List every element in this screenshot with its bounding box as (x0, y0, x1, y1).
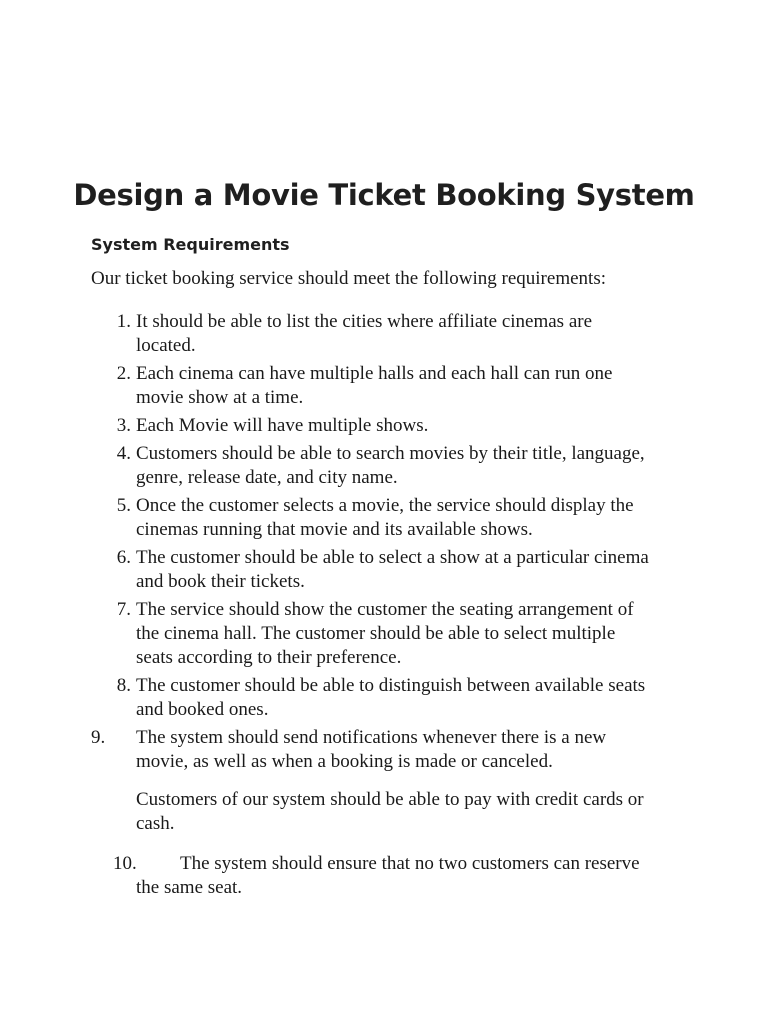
list-text-line: Each cinema can have multiple halls and each hall can run one (136, 363, 613, 384)
list-item-10 (113, 852, 693, 900)
list-item (91, 362, 691, 410)
document-title: Design a Movie Ticket Booking System (73, 178, 695, 212)
list-text-line: Each Movie will have multiple shows. (136, 415, 429, 436)
list-item (91, 726, 691, 774)
list-item (91, 414, 691, 438)
list-text-line: and booked ones. (136, 699, 269, 720)
list-number: 7. (116, 599, 131, 620)
list-text-line: cinemas running that movie and its available shows. (136, 519, 533, 540)
list-number: 9. (91, 727, 106, 748)
list-text-line: movie show at a time. (136, 387, 304, 408)
list-text-line: seats according to their preference. (136, 647, 402, 668)
intro-text: Our ticket booking service should meet the following requirements: (91, 268, 606, 289)
list-text-line: and book their tickets. (136, 571, 305, 592)
section-heading: System Requirements (91, 235, 290, 254)
list-item (91, 598, 691, 670)
list-item (91, 442, 691, 490)
list-text-line: The customer should be able to select a show at a particular cinema (136, 547, 649, 568)
paragraph-line: cash. (136, 813, 175, 834)
list-item (91, 494, 691, 542)
list-text-line: The service should show the customer the seating arrangement of (136, 599, 634, 620)
requirements-list (91, 310, 691, 778)
list-text-line: It should be able to list the cities where affiliate cinemas are (136, 311, 593, 332)
payment-paragraph (136, 788, 686, 836)
list-text-line: The system should ensure that no two customers can reserve (180, 853, 640, 874)
list-number: 1. (116, 311, 131, 332)
list-number: 2. (116, 363, 131, 384)
list-text-line: located. (136, 335, 196, 356)
list-number: 4. (116, 443, 131, 464)
list-text-line: the cinema hall. The customer should be able to select multiple (136, 623, 616, 644)
paragraph-line: Customers of our system should be able to pay with credit cards or (136, 789, 644, 810)
list-text-line: the same seat. (136, 877, 243, 898)
list-item (91, 546, 691, 594)
list-text-line: The customer should be able to distinguish between available seats (136, 675, 646, 696)
list-text-line: The system should send notifications whenever there is a new (136, 727, 607, 748)
list-item (91, 310, 691, 358)
list-number: 6. (116, 547, 131, 568)
list-item (91, 674, 691, 722)
list-text-line: movie, as well as when a booking is made or canceled. (136, 751, 553, 772)
list-number: 10. (113, 853, 137, 874)
list-number: 5. (116, 495, 131, 516)
list-number: 8. (116, 675, 131, 696)
list-text-line: genre, release date, and city name. (136, 467, 398, 488)
list-text-line: Customers should be able to search movies by their title, language, (136, 443, 645, 464)
list-text-line: Once the customer selects a movie, the service should display the (136, 495, 634, 516)
list-number: 3. (116, 415, 131, 436)
